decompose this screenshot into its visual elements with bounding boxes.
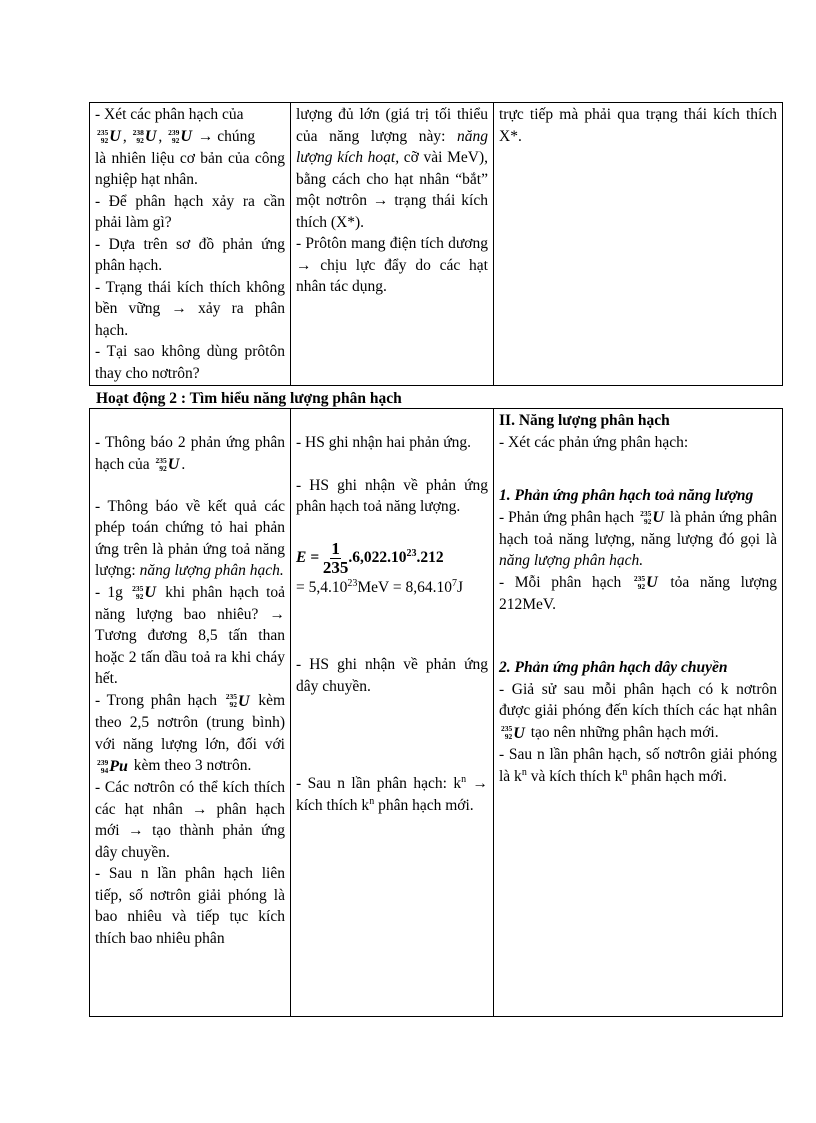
- element-symbol: U: [144, 584, 156, 602]
- text-line: [95, 104, 285, 126]
- subsection-text: 2. Phản ứng phân hạch dây chuyền: [499, 659, 728, 677]
- energy-formula: [296, 540, 488, 577]
- text: - Mỗi phân hạch: [499, 573, 622, 591]
- element-symbol: U: [109, 128, 121, 146]
- text-line: [95, 690, 285, 777]
- isotope-u235: [640, 507, 664, 529]
- text: - 1g: [95, 583, 123, 601]
- text: - Thông báo 2 phản ứng phân hạch của: [95, 434, 285, 473]
- denominator: 235: [322, 557, 349, 577]
- formula-part: .6,022.10: [348, 548, 407, 566]
- mass-number: 235: [640, 508, 652, 518]
- content-cell: [494, 103, 783, 386]
- text-line: - Xét các phản ứng phân hạch:: [499, 433, 689, 451]
- element-symbol: U: [180, 128, 192, 146]
- title-text: II. Năng lượng phân hạch: [499, 412, 670, 429]
- isotope-u235: [226, 691, 250, 713]
- text: - Thông báo về kết quả các phép toán chứng tỏ hai phản ứng trên là phản ứng toả năng lượng:: [95, 497, 285, 580]
- text: → chúng: [197, 127, 256, 145]
- element-symbol: U: [646, 574, 658, 592]
- table-activity-1-continued: [89, 102, 783, 386]
- atomic-number: 92: [637, 582, 646, 592]
- text: - Trong phân hạch: [95, 691, 217, 709]
- italic-term: năng lượng phân hạch.: [499, 552, 644, 570]
- text: MeV = 8,64.10: [357, 578, 452, 596]
- exponent: n: [369, 795, 375, 807]
- text: J: [456, 578, 463, 596]
- formula-part: .212: [416, 548, 444, 566]
- text-line: 235 92 U , 238 92 U , 239 92 U → chúng: [95, 126, 285, 148]
- isotope-u235: [156, 454, 180, 476]
- content-cell: [494, 409, 783, 1017]
- text: = 5,4.10: [296, 578, 348, 596]
- isotope-u235: [132, 582, 156, 604]
- student-activity-cell: [291, 409, 494, 1017]
- result-line: [296, 577, 488, 599]
- text-line: - HS ghi nhận hai phản ứng.: [296, 434, 472, 451]
- text: phân hạch mới.: [378, 796, 474, 814]
- element-symbol: U: [167, 456, 180, 474]
- text: và kích thích k: [530, 767, 623, 785]
- exponent: n: [461, 774, 467, 785]
- mass-number: 235: [155, 455, 167, 465]
- text-line: - Trạng thái kích thích không bền vững → xảy ra phân hạch.: [95, 278, 285, 339]
- text-block: [296, 104, 488, 233]
- text: cỡ vài MeV), bằng cách cho hạt nhân “bắt” một nơtrôn → trạng thái kích thích (X*).: [296, 149, 489, 231]
- text: kèm theo 3 nơtrôn.: [133, 757, 252, 775]
- element-symbol: U: [237, 692, 250, 710]
- mass-number: 235: [633, 574, 646, 584]
- atomic-number: 92: [159, 463, 167, 473]
- mass-number: 235: [501, 724, 513, 734]
- text-line: - HS ghi nhận về phản ứng phân hạch toả năng lượng.: [296, 476, 488, 515]
- section-title: [499, 410, 777, 432]
- section-heading: Hoạt động 2 : Tìm hiểu năng lượng phân hạch: [96, 390, 402, 407]
- exponent: n: [521, 766, 527, 778]
- text-line: [95, 496, 285, 582]
- text-line: [499, 572, 777, 616]
- text: là phản ứng phân hạch toả năng lượng, năng lượng đó gọi là: [499, 508, 778, 548]
- text: kèm theo 2,5 nơtrôn (trung bình) với năng lượng lớn, đối với: [95, 691, 286, 753]
- element-symbol: U: [652, 509, 664, 527]
- element-symbol: U: [144, 128, 157, 146]
- isotope-u239: [168, 126, 192, 148]
- italic-term: năng lượng phân hạch.: [139, 562, 284, 580]
- isotope-u235: [97, 126, 121, 148]
- text-line: [499, 507, 777, 572]
- text: - Xét các phân hạch của: [95, 106, 244, 123]
- text-line: [499, 744, 777, 787]
- subsection-text: 1. Phản ứng phân hạch toả năng lượng: [499, 487, 754, 504]
- table-activity-2: [89, 408, 783, 1017]
- formula-lhs: E =: [296, 548, 320, 566]
- isotope-pu239: [97, 756, 128, 778]
- atomic-number: 92: [504, 732, 513, 742]
- isotope-u235: [501, 723, 525, 745]
- text-line: - Các nơtrôn có thể kích thích các hạt nhân → phân hạch mới → tạo thành phản ứng dây chuyền.: [95, 779, 285, 861]
- text: - Sau n lần phân hạch: k: [296, 775, 462, 792]
- isotope-u235: [634, 572, 658, 594]
- text: phân hạch mới.: [631, 767, 727, 785]
- subsection-title: [499, 657, 777, 679]
- numerator: 1: [331, 538, 340, 558]
- exponent: n: [622, 766, 628, 778]
- atomic-number: 92: [100, 135, 109, 145]
- atomic-number: 92: [135, 592, 144, 602]
- mass-number: 238: [132, 127, 144, 137]
- isotope-u238: [133, 126, 157, 148]
- text-line: - Tại sao không dùng prôtôn thay cho nơtrôn?: [95, 343, 285, 382]
- atomic-number: 94: [100, 765, 109, 775]
- text: - Giả sử sau mỗi phân hạch có k nơtrôn được giải phóng đến kích thích các hạt nhân: [499, 680, 777, 720]
- text: → kích thích k: [296, 775, 488, 814]
- mass-number: 235: [97, 127, 109, 137]
- exponent: 23: [406, 547, 417, 559]
- text-line: - Prôtôn mang điện tích dương → chịu lực đẩy do các hạt nhân tác dụng.: [296, 235, 488, 295]
- mass-number: 235: [132, 584, 144, 594]
- mass-number: 239: [97, 757, 109, 767]
- mass-number: 235: [225, 692, 237, 702]
- text: - Sau n lần phân hạch, số nơtrôn giải phóng là k: [499, 746, 777, 785]
- subsection-title: [499, 485, 777, 507]
- text-line: [499, 679, 777, 744]
- text-line: trực tiếp mà phải qua trạng thái kích thích X*.: [499, 106, 777, 145]
- atomic-number: 92: [171, 135, 180, 145]
- text-line: - Thông báo 2 phản ứng phân hạch của 235 92 U .: [95, 432, 285, 476]
- atomic-number: 92: [136, 135, 144, 145]
- text-line: - Để phân hạch xảy ra cần phải làm gì?: [95, 192, 285, 232]
- element-symbol: U: [513, 724, 525, 742]
- text-line: - HS ghi nhận về phản ứng dây chuyền.: [296, 656, 488, 695]
- text: tạo nên những phân hạch mới.: [530, 723, 719, 741]
- atomic-number: 92: [643, 516, 652, 526]
- text: - Phản ứng phân hạch: [499, 508, 635, 526]
- text: lượng đủ lớn (giá trị tối thiểu của năng lượng này:: [296, 106, 488, 145]
- teacher-activity-cell: [90, 409, 291, 1017]
- text: khi phân hạch toả năng lượng bao nhiêu? → Tương đương 8,5 tấn than hoặc 2 tấn dầu toả ra khi cháy hết.: [95, 583, 286, 688]
- fraction: [323, 540, 349, 577]
- atomic-number: 92: [229, 700, 237, 710]
- text-line: [296, 773, 488, 816]
- mass-number: 239: [168, 127, 180, 137]
- exponent: 23: [347, 577, 358, 589]
- element-symbol: Pu: [109, 757, 128, 775]
- text-line: - Dựa trên sơ đồ phản ứng phân hạch.: [95, 235, 285, 275]
- text: tỏa năng lượng 212MeV.: [499, 573, 778, 613]
- italic-term: năng lượng kích hoạt,: [296, 127, 489, 166]
- teacher-activity-cell: [90, 103, 291, 386]
- student-activity-cell: [291, 103, 494, 386]
- exponent: 7: [451, 577, 457, 589]
- text-line: [95, 582, 285, 690]
- text-line: là nhiên liệu cơ bản của công nghiệp hạt nhân.: [95, 149, 285, 189]
- text-line: - Sau n lần phân hạch liên tiếp, số nơtrôn giải phóng là bao nhiêu và tiếp tục kích thích bao nhiêu phân: [95, 865, 285, 947]
